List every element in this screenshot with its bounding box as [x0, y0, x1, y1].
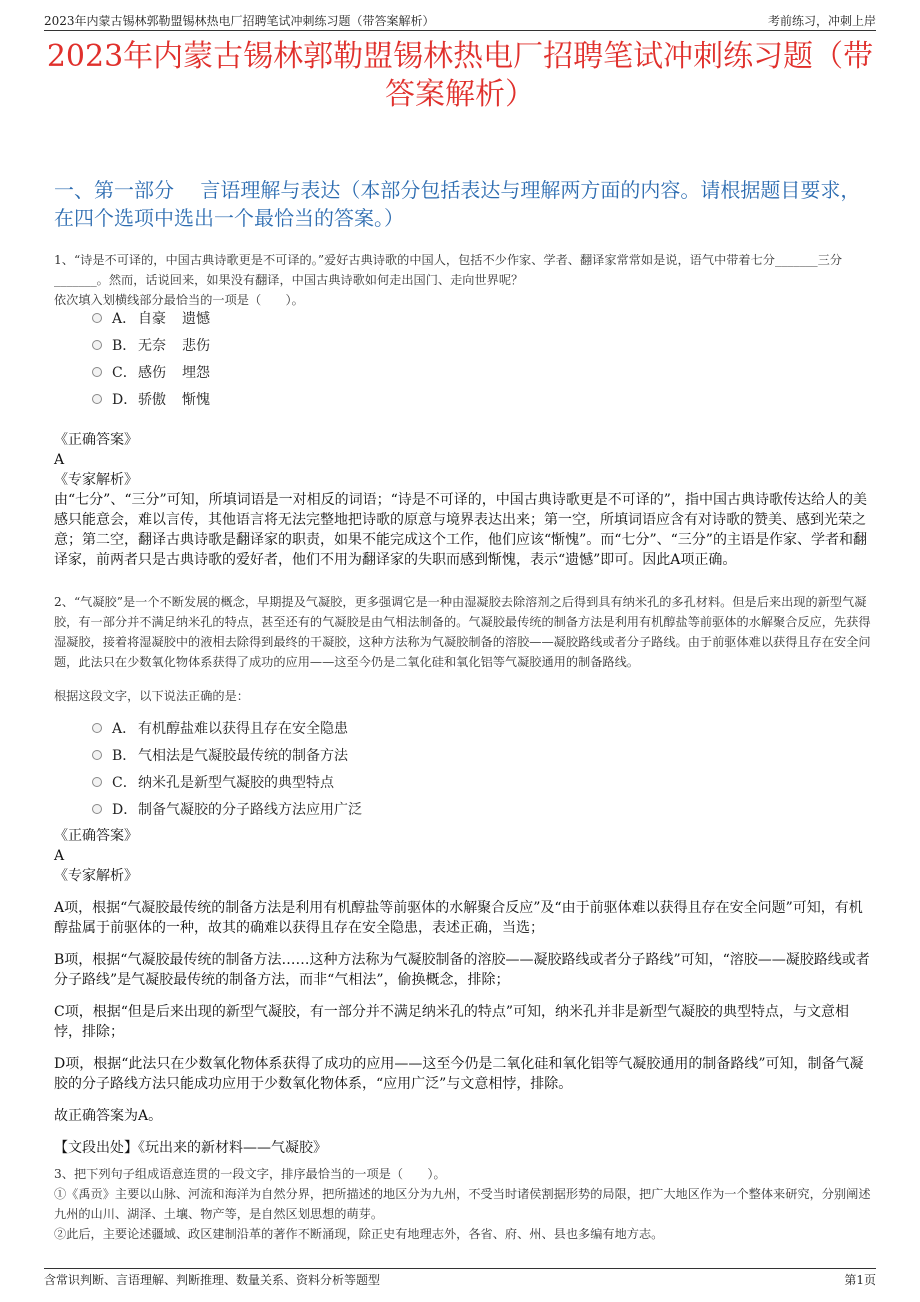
- header-slogan: 考前练习，冲刺上岸: [767, 14, 876, 28]
- section-heading: 一、第一部分 言语理解与表达（本部分包括表达与理解两方面的内容。请根据题目要求，在四个选项中选出一个最恰当的答案。）: [54, 178, 861, 230]
- option-letter: B．: [112, 747, 137, 764]
- analysis-option-a: A项，根据“气凝胶最传统的制备方法是利用有机醇盐等前驱体的水解聚合反应”及“由于前驱体难以获得且存在安全问题”可知，有机醇盐属于前驱体的一种，故其的确难以获得且存在安全隐患，表述正确，当选；: [54, 900, 863, 936]
- option-text: 纳米孔是新型气凝胶的典型特点: [138, 774, 334, 791]
- option-a[interactable]: [92, 714, 362, 741]
- radio-icon[interactable]: [92, 340, 102, 350]
- option-letter: B．: [112, 337, 137, 354]
- option-word-1: 感伤: [138, 364, 166, 381]
- option-letter: A．: [112, 720, 137, 737]
- question-stem-text: 1、“诗是不可译的，中国古典诗歌更是不可译的。”爱好古典诗歌的中国人，包括不少作家、学者、翻译家常常如是说，语气中带着七分_______三分_______。然而，话说回来，如果没有翻译，中国古典诗歌如何走出国门、走向世界呢？: [54, 253, 843, 287]
- option-d[interactable]: [92, 795, 362, 822]
- option-word-2: 悲伤: [182, 337, 210, 354]
- option-word-1: 自豪: [138, 310, 166, 327]
- radio-icon[interactable]: [92, 313, 102, 323]
- page-number: 第1页: [844, 1273, 876, 1287]
- analysis-option-c: C项，根据“但是后来出现的新型气凝胶，有一部分并不满足纳米孔的特点”可知，纳米孔并非是新型气凝胶的典型特点，与文意相悖，排除；: [54, 1004, 850, 1040]
- question-2-answer: [54, 826, 876, 1158]
- page-footer: [44, 1268, 876, 1289]
- question-3-stem: [54, 1164, 876, 1244]
- answer-value: A: [54, 848, 65, 864]
- question-2-options: [92, 714, 362, 822]
- question-stem-text: 3、把下列句子组成语意连贯的一段文字，排序最恰当的一项是（ ）。: [54, 1167, 446, 1181]
- question-stem-text: 2、“气凝胶”是一个不断发展的概念，早期提及气凝胶，更多强调它是一种由湿凝胶去除溶剂之后得到具有纳米孔的多孔材料。但是后来出现的新型气凝胶，有一部分并不满足纳米孔的特点，甚至还有的气凝胶是由气相法制备的。气凝胶最传统的制备方法是利用有机醇盐等前驱体的水解聚合反应，先获得湿凝胶，接着将湿凝胶中的液相去除得到最终的干凝胶，这种方法称为气凝胶制备的溶胶——凝胶路线或者分子路线。由于前驱体难以获得且存在安全问题，此法只在少数氧化物体系获得了成功的应用——这至今仍是二氧化硅和氧化铝等气凝胶通用的制备路线。: [54, 595, 871, 669]
- option-word-1: 骄傲: [138, 391, 166, 408]
- option-letter: C．: [112, 774, 137, 791]
- option-a[interactable]: [92, 304, 210, 331]
- analysis-option-d: D项，根据“此法只在少数氧化物体系获得了成功的应用——这至今仍是二氧化硅和氧化铝等气凝胶通用的制备路线”可知，制备气凝胶的分子路线方法只能成功应用于少数氧化物体系，“应用广泛”与文意相悖，排除。: [54, 1056, 864, 1092]
- radio-icon[interactable]: [92, 804, 102, 814]
- document-title: 2023年内蒙古锡林郭勒盟锡林热电厂招聘笔试冲刺练习题（带答案解析）: [46, 39, 874, 112]
- question-instruction: 依次填入划横线部分最恰当的一项是（ ）。: [54, 293, 304, 307]
- question-1-options: [92, 304, 210, 412]
- answer-tag: 《正确答案》: [54, 828, 138, 844]
- radio-icon[interactable]: [92, 777, 102, 787]
- question-1-stem: [54, 250, 876, 310]
- option-b[interactable]: [92, 741, 362, 768]
- option-text: 制备气凝胶的分子路线方法应用广泛: [138, 801, 362, 818]
- radio-icon[interactable]: [92, 750, 102, 760]
- radio-icon[interactable]: [92, 367, 102, 377]
- option-word-2: 埋怨: [182, 364, 210, 381]
- analysis-tag: 《专家解析》: [54, 472, 138, 488]
- analysis-tag: 《专家解析》: [54, 868, 138, 884]
- option-letter: C．: [112, 364, 137, 381]
- answer-value: A: [54, 452, 65, 468]
- option-c[interactable]: [92, 768, 362, 795]
- question-instruction: 根据这段文字，以下说法正确的是：: [54, 689, 249, 703]
- answer-tag: 《正确答案》: [54, 432, 138, 448]
- question-2-stem: [54, 592, 876, 706]
- option-letter: D．: [112, 391, 138, 408]
- sentence-1: ①《禹贡》主要以山脉、河流和海洋为自然分界，把所描述的地区分为九州，不受当时诸侯割据形势的局限，把广大地区作为一个整体来研究，分别阐述九州的山川、湖泽、土壤、物产等，是自然区划思想的萌芽。: [54, 1187, 871, 1221]
- option-b[interactable]: [92, 331, 210, 358]
- analysis-text: 由“七分”、“三分”可知，所填词语是一对相反的词语；“诗是不可译的，中国古典诗歌更是不可译的”，指中国古典诗歌传达给人的美感只能意会，难以言传，其他语言将无法完整地把诗歌的原意与境界表达出来；第一空，所填词语应含有对诗歌的赞美、感到光荣之意；第二空，翻译古典诗歌是翻译家的职责，如果不能完成这个工作，他们应该“惭愧”。而“七分”、“三分”的主语是作家、学者和翻译家，前两者只是古典诗歌的爱好者，他们不用为翻译家的失职而感到惭愧，表示“遗憾”即可。因此A项正确。: [54, 492, 867, 568]
- page-header: [44, 12, 876, 31]
- option-word-1: 无奈: [138, 337, 166, 354]
- option-text: 气相法是气凝胶最传统的制备方法: [138, 747, 348, 764]
- analysis-option-b: B项，根据“气凝胶最传统的制备方法……这种方法称为气凝胶制备的溶胶——凝胶路线或者分子路线”可知，“溶胶——凝胶路线或者分子路线”是气凝胶最传统的制备方法，而非“气相法”，偷换概念，排除；: [54, 952, 870, 988]
- header-doc-title: 2023年内蒙古锡林郭勒盟锡林热电厂招聘笔试冲刺练习题（带答案解析）: [44, 14, 435, 28]
- option-text: 有机醇盐难以获得且存在安全隐患: [138, 720, 348, 737]
- radio-icon[interactable]: [92, 394, 102, 404]
- option-letter: D．: [112, 801, 138, 818]
- option-c[interactable]: [92, 358, 210, 385]
- footer-note: 含常识判断、言语理解、判断推理、数量关系、资料分析等题型: [44, 1273, 381, 1287]
- passage-source: 【文段出处】《玩出来的新材料——气凝胶》: [54, 1140, 327, 1156]
- radio-icon[interactable]: [92, 723, 102, 733]
- option-word-2: 惭愧: [182, 391, 210, 408]
- option-word-2: 遗憾: [182, 310, 210, 327]
- option-d[interactable]: [92, 385, 210, 412]
- analysis-conclusion: 故正确答案为A。: [54, 1108, 163, 1124]
- question-1-answer: [54, 430, 876, 570]
- option-letter: A．: [112, 310, 137, 327]
- sentence-2: ②此后，主要论述疆域、政区建制沿革的著作不断涌现，除正史有地理志外，各省、府、州、县也多编有地方志。: [54, 1227, 664, 1241]
